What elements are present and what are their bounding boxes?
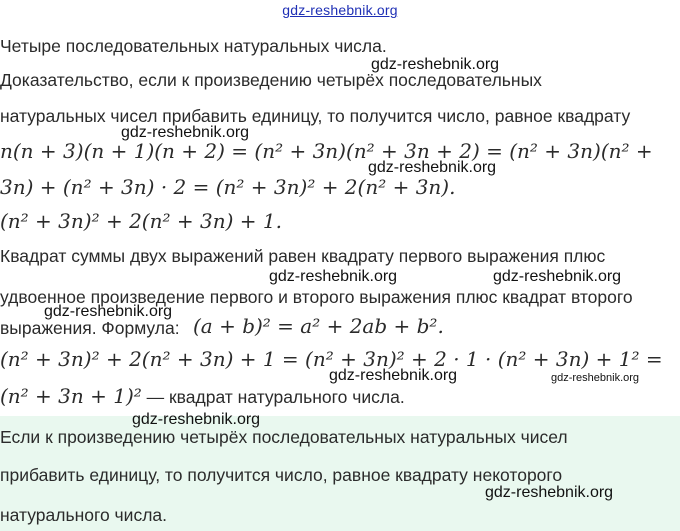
watermark: gdz-reshebnik.org (551, 372, 640, 384)
watermark: gdz-reshebnik.org (329, 367, 458, 384)
rule-text-line-2: удвоенное произведение первого и второго выражения плюс квадрат второго (0, 287, 633, 307)
intro-text: Четыре последовательных натуральных числа. (0, 36, 387, 56)
equation-3-caption: — квадрат натурального числа. (141, 387, 405, 407)
watermark: gdz-reshebnik.org (485, 484, 614, 501)
watermark: gdz-reshebnik.org (368, 159, 497, 176)
equation-3-square: (n² + 3n + 1)² (0, 384, 142, 408)
watermark: gdz-reshebnik.org (371, 56, 500, 73)
watermark: gdz-reshebnik.org (121, 124, 250, 141)
equation-1-line-2: 3n) + (n² + 3n) · 2 = (n² + 3n)² + 2(n² + 3n). (0, 175, 456, 199)
rule-text-line-1: Квадрат суммы двух выражений равен квадрату первого выражения плюс (0, 246, 606, 266)
watermark: gdz-reshebnik.org (132, 411, 261, 428)
conclusion-line-1: Если к произведению четырёх последовательных натуральных чисел (0, 427, 568, 447)
watermark: gdz-reshebnik.org (493, 268, 622, 285)
equation-2: (n² + 3n)² + 2(n² + 3n) + 1. (0, 209, 282, 233)
proof-text-line-2: натуральных чисел прибавить единицу, то получится число, равное квадрату (0, 106, 631, 126)
rule-text-line-3: выражения. Формула: (0, 318, 180, 338)
equation-3-line-1: (n² + 3n)² + 2(n² + 3n) + 1 = (n² + 3n)² + 2 · 1 · (n² + 3n) + 1² = (0, 347, 663, 371)
site-header-link[interactable]: gdz-reshebnik.org (282, 2, 398, 18)
square-of-sum-formula: (a + b)² = a² + 2ab + b². (193, 314, 444, 338)
equation-1-line-1: n(n + 3)(n + 1)(n + 2) = (n² + 3n)(n² + 3n + 2) = (n² + 3n)(n² + (0, 139, 653, 163)
equation-3-line-2 (0, 384, 405, 408)
watermark: gdz-reshebnik.org (44, 303, 173, 320)
conclusion-line-3: натурального числа. (0, 505, 168, 525)
proof-text-line-1: Доказательство, если к произведению четырёх последовательных (0, 70, 542, 90)
watermark: gdz-reshebnik.org (269, 268, 398, 285)
conclusion-line-2: прибавить единицу, то получится число, равное квадрату некоторого (0, 465, 563, 485)
